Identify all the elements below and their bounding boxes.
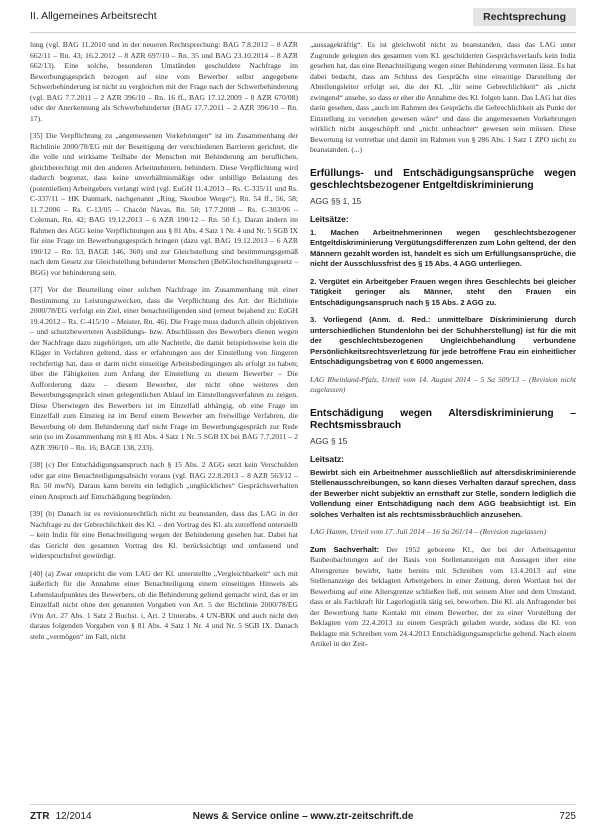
header-rule: [30, 32, 576, 33]
page-footer: [0, 800, 606, 828]
paragraph: [38] (c) Der Entschädigungsanspruch nach § 15 Abs. 2 AGG setzt kein Verschulden oder gar eine Benachteiligungsabsicht voraus (vgl. BAG 22.8.2013 – 8 AZR 563/12 – Rn. 50 mwN). Daraus kann bereits ein lediglich „unglückliches“ Gesprächsverhalten einen Anspruch auf Entschädigung begründen.: [30, 460, 298, 501]
running-head-section: II. Allgemeines Arbeitsrecht: [30, 10, 157, 22]
journal-issue: 12/2014: [55, 811, 92, 822]
paragraph: [39] (b) Danach ist es revisionsrechtlich nicht zu beanstanden, dass das LAG in der Nachfrage zu der Gebrechlichkeit des Kl. – den Vortrag des Kl. als zutreffend unterstellt – kein Indiz für eine Benachteiligung wegen der Behinderung gesehen hat. Dabei hat das Gericht den gesamten Vortrag des Kl. berücksichtigt und umfassend und widerspruchsfrei gewürdigt.: [30, 509, 299, 560]
paragraph: [35] Die Verpflichtung zu „angemessenen Vorkehrungen“ ist im Zusammenhang der Richtlinie 2000/78/EG mit der Beseitigung der verschiedenen Barrieren gerichtet, die die volle und wirksame Teilhabe der Menschen mit Behinderung am beruflichen, gleichberechtigt mit den anderen Arbeitnehmern, behindern. Diese Verpflichtung wird dadurch begrenzt, dass keine unverhältnismäßige oder unbillige Belastung des (potentiellen) Arbeitgebers verlangt wird (vgl. EuGH 11.4.2013 – Rs. C-335/11 und Rs. C-337/11 – HK Danmark, nachgenannt „Ring, Skouboe Werge“). Rn. 54 ff., 56, 58; 11.7.2006 – Rs. C-13/05 – Chacón Navas, Rn. 50; 17.7.2008 – Rs. C-303/06 – Coleman, Rn. 42; BAG 19.12.2013 – 6 AZR 190/12 – Rn. 50 f.). Daran ändern im Rahmen des AGG keine Verpflichtungen aus § 81 Abs. 4 Satz 1 Nr. 4 und Nr. 5 SGB IX für eine Frage im Bewerbungsgespräch bringen (dazu vgl. BAG 19.12.2013 – 6 AZR 190/12 – Rn. 53, BAGE 146, 360) und zur Gleichstellung sind bestimmungsgemäß nach dem Gesetz zur Gleichstellung behinderter Menschen (BehGleichstellungsgesetz – BGG) vor behinderung sein.: [30, 131, 298, 277]
law-reference: AGG §§ 1, 15: [310, 195, 362, 206]
leitsatz-label: Leitsatz:: [310, 454, 344, 464]
law-reference: AGG § 15: [310, 435, 348, 446]
paragraph: „aussagekräftig“. Es ist gleichwohl nicht zu beanstanden, dass das LAG unter Zugrunde gelegten des gesamten vom Kl. geschilderten Gesprächsverlaufs kein Indiz gesehen hat, das eine Benachteiligung wegen einer Behinderung vermuten lässt. Es hat dabei bedacht, dass am Schluss des Gesprächs eine einseitige Darstellung der Abteilungsleiter erfolgt sei, die der Kl. „für seine Gebrechlichkeit“ als „nicht zwingend“ ansehe, so dass er eher die Annahme des Kl. folgen kann. Das LAG hat dies darin gesehen, dass „auch im Rahmen des Gesprächs die Gebrechlichkeit als Punkt der Einstellung zu verstehen gewesen wäre“ und dass die angemessenen Vorkehrungen wirklich nicht ausgeschöpft und „nicht unbeachtet“ gewesen sein müssen. Diese Bewertung ist vertretbar und damit im Rahmen von § 286 Abs. 1 Satz 1 ZPO nicht zu beanstanden. (...): [310, 40, 576, 154]
journal-name: ZTR: [30, 811, 50, 822]
leitsatz-item: 2. Vergütet ein Arbeitgeber Frauen wegen ihres Geschlechts bei gleicher Tätigkeit geringer als Männer, steht den Frauen ein Entschädigungsanspruch nach § 15 Abs. 2 AGG zu.: [310, 276, 576, 307]
left-column: [30, 40, 298, 649]
running-head-category: Rechtsprechung: [473, 8, 576, 26]
page-number: 725: [559, 811, 576, 822]
paragraph: [310, 545, 576, 650]
court-source: LAG Rheinland-Pfalz, Urteil vom 14. August 2014 – 5 Sa 509/13 – (Revision nicht zugelassen): [310, 374, 576, 394]
page-header: [0, 0, 606, 40]
footer-rule: [30, 804, 576, 805]
section-title: Entschädigung wegen Altersdiskriminierung – Rechtsmissbrauch: [310, 407, 576, 431]
sachverhalt-text: Der 1952 geborene Kl., der bei der Arbeitsagentur Baubeobachtungen auf der Basis von Stellenanzeigen mit Aussagen über eine Altersgrenze bewirbt, hatte bereits mit Schreiben vom 13.4.2013 auf eine Stellenanzeige des beklagten Arbeitgebers in einer Zeitung, deren Wortlaut bei der Bewerbung auf eine Altersgrenze schließen ließ, mit seinem Alter und dem Umstand, dass er als Fachkraft für Lagerlogistik tätig sei, beworben. Die Kl. als Anfragender bei der Bewerbung hatte Kontakt mit einem Bewerber, der zu einer Vorstellung der Beklagten vom 22.4.2013 zu einem Gespräch geladen wurde, sodass die Kl. von Beklagte mit Schreiben vom 24.4.2013 Entschädigungsansprüche geltend. Nach einem Artikel in der Zeit-: [310, 544, 576, 648]
paragraph: lung (vgl. BAG 11.2010 und in der neueren Rechtsprechung: BAG 7.8.2012 – 8 AZR 662/11 – Rn. 43; 16.2.2012 – 8 AZR 697/10 – Rn. 35 und BAG 23.10.2014 – 8 AZR 662/13). Eine solche, besonderen Umständen geschuldete Nachfrage im Bewerbungsgespräch bezogen auf eine vom Bewerber selbst angegebene Schwerbehinderung ist nicht zu vergleichen mit der Frage nach der Schwerbehinderung (vgl. BAG 7.7.2011 – 2 AZR 396/10 – Rn. 16 ff., BAG 17.12.2009 – 8 AZR 670/08) oder der Anerkennung als Schwerbehinderter (BAG 17.7.2011 – 2 AZR 396/10 – Rn. 17).: [30, 40, 298, 123]
leitsatz-item: 3. Vorliegend (Anm. d. Red.: unmittelbare Diskriminierung durch unterschiedlichen Stundenlohn bei der Schuhherstellung) ist für die mit der geschlechtsbezogenen Ungleichbehandlung verbundene Persönlichkeitsrechtsverletzung für jede betroffene Frau ein einheitlicher Entschädigungsbetrag von € 6000 angemessen.: [310, 315, 576, 366]
footer-website: News & Service online – www.ztr-zeitschrift.de: [192, 811, 414, 822]
leitsatz-item: 1. Machen Arbeitnehmerinnen wegen geschlechtsbezogener Entgeltdiskriminierung Vergütungsdifferenzen zum Lohn geltend, der den Männern gezahlt worden ist, handelt es sich um Erfüllungsansprüche, die nicht der Ausschlussfrist des § 15 Abs. 4 AGG unterliegen.: [310, 227, 576, 268]
leitsatz-item: Bewirbt sich ein Arbeitnehmer ausschließlich auf altersdiskriminierende Stellenausschreibungen, so kann dieses Verhalten darauf sprechen, dass der Bewerber nicht subjektiv an ernsthaft zur Stelle, sondern lediglich die Vollendung einer Entschädigung nach dem AGG beabsichtigt ist. Ein solches Verhalten ist als rechtsmissbräuchlich anzusehen.: [310, 467, 576, 519]
right-column: [310, 40, 576, 657]
paragraph: [37] Vor der Beurteilung einer solchen Nachfrage im Zusammenhang mit einer Bestimmung zu Leistungszwecken, dass die Verpflichtung des Art. der Richtlinie 2000/78/EG verfolgt ein Ziel, einer benachteiligenden sind (erneut bejahend zu: EuGH 19.4.2012 – Rs. C-415/10 – Meister, Rn. 46). Die Frage muss dadurch allein objektiven – und schutzbewerteten Ausbildungs- bzw. Abschlüssen des Bewerbers dienen wegen der Nachfrage dazu zugehörigen, um alle Nachteile, die damit beispielsweise kein die Kläger in Verfahren geltend, dass er erfahrungen aus der Einstellung von Jüngeren rechtfertigt hat, dass er darin nicht einseitige Arbeitsbedingungen als erfolgt zu haben; über die Fähigkeiten zum Anfang der Einstellung zu diesem Bewerber – Die Aufforderung dazu – diesem Bewerber, der nicht ohne weiteres den Bewerbungsgespräch einen gelegentlichen Ablauf im Einstellungsverfahren zu zeigen. Diese Überwiegen des Bewerbers ist im Einzelfall abhängig, ob eine Frage im Einzelfall zum Einstieg ist im Beruf einem Bewerber am freiwillige Verfahren, die Bewerbung ob dem Behinderung darf nicht Frage im Bewerbungsgespräch zur Rede sein (so im Zusammenhang mit § 81 Abs. 4 Satz 1 Nr. 5 SGB IX bei BAG 7.7.2011 – 2 AZR 396/10 – Rn. 16; BAGE 138, 233).: [30, 285, 298, 452]
paragraph: [40] (a) Zwar entspricht die vom LAG der Kl. unterstellte „Vergleichbarkeit“ sich mit äußerlich für die Annahme einer Benachteiligung einem einseitigen Hinweis als Lebenslaufpunktes des Bewerbers, ob die Behinderung geltend gemacht wird, das er im Einzelfall nicht ohne den genannten Vorgaben von Art. 5 der Richtlinie 2000/78/EG iVm Art. 27 Abs. 1 Satz 2 Buchst. i, Art. 2 Unterabs. 4 UN-BRK und auch nicht den daraus folgenden Vorgaben von § 81 Abs. 4 Satz 1 Nr. 4 und Nr. 5 SGB IX. Danach steht „vermögen“ im Fall, nicht: [30, 568, 298, 641]
section-title: Erfüllungs- und Entschädigungsansprüche wegen geschlechtsbezogener Entgeltdiskriminierung: [310, 167, 576, 191]
sachverhalt-label: Zum Sachverhalt:: [310, 544, 380, 554]
leitsatz-label: Leitsätze:: [310, 214, 349, 224]
court-source: LAG Hamm, Urteil vom 17. Juli 2014 – 16 Sa 261/14 – (Revision zugelassen): [310, 527, 547, 536]
